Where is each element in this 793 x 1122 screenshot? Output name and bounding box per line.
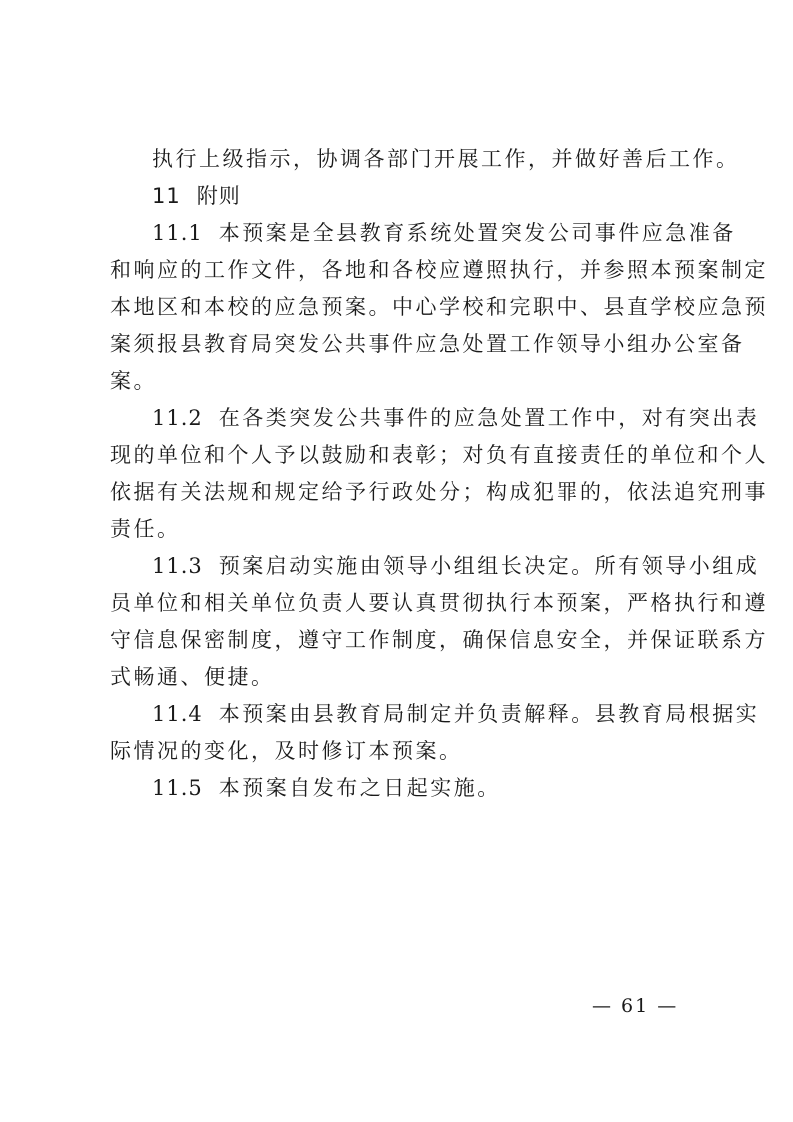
clause-number: 11.2 xyxy=(152,406,203,430)
clause-number: 11.1 xyxy=(152,221,203,245)
clause-11-5-first-line xyxy=(110,770,702,807)
text-line: 本地区和本校的应急预案。中心学校和完职中、县直学校应急预 xyxy=(110,295,768,319)
text-line: 案。 xyxy=(110,369,157,393)
heading-number: 11 xyxy=(152,184,181,208)
text-line: 依据有关法规和规定给予行政处分；构成犯罪的，依法追究刑事 xyxy=(110,480,768,504)
clause-text: 本预案自发布之日起实施。 xyxy=(218,776,501,800)
page-number: — 61 — xyxy=(592,995,679,1017)
text-line: 责任。 xyxy=(110,517,181,541)
document-body xyxy=(110,141,768,807)
text-line: 现的单位和个人予以鼓励和表彰；对负有直接责任的单位和个人 xyxy=(110,443,768,467)
clause-number: 11.3 xyxy=(152,554,203,578)
text-line: 和响应的工作文件，各地和各校应遵照执行，并参照本预案制定 xyxy=(110,258,768,282)
clause-11-2-first-line xyxy=(110,400,760,437)
clause-11-4-first-line xyxy=(110,696,760,733)
clause-11-3-first-line xyxy=(110,548,760,585)
clause-number: 11.5 xyxy=(152,776,203,800)
text-line: 守信息保密制度，遵守工作制度，确保信息安全，并保证联系方 xyxy=(110,628,768,652)
text-line: 员单位和相关单位负责人要认真贯彻执行本预案，严格执行和遵 xyxy=(110,591,768,615)
text-line: 际情况的变化，及时修订本预案。 xyxy=(110,739,463,763)
clause-text: 预案启动实施由领导小组组长决定。所有领导小组成 xyxy=(218,554,760,578)
text-line: 式畅通、便捷。 xyxy=(110,665,275,689)
clause-number: 11.4 xyxy=(152,702,203,726)
clause-text: 在各类突发公共事件的应急处置工作中，对有突出表 xyxy=(218,406,760,430)
clause-11-1-first-line xyxy=(110,215,736,252)
section-heading xyxy=(110,178,702,215)
text-line: 案须报县教育局突发公共事件应急处置工作领导小组办公室备 xyxy=(110,332,745,356)
clause-text: 本预案是全县教育系统处置突发公司事件应急准备 xyxy=(218,221,736,245)
clause-text: 本预案由县教育局制定并负责解释。县教育局根据实 xyxy=(218,702,760,726)
heading-text: 附则 xyxy=(196,184,241,208)
text-line: 执行上级指示，协调各部门开展工作，并做好善后工作。 xyxy=(152,147,740,171)
